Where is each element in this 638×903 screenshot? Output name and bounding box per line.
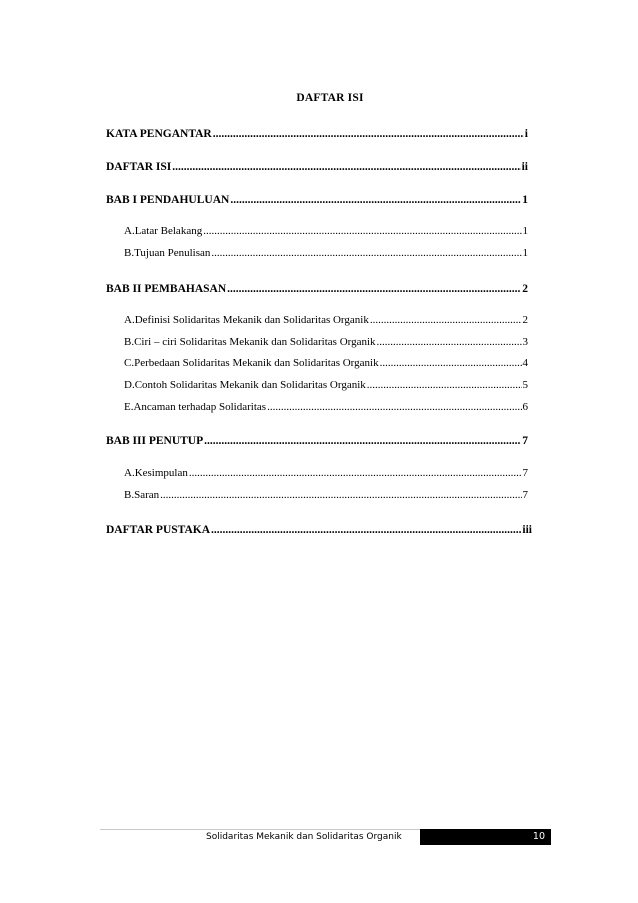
footer-page-box — [420, 829, 551, 845]
toc-entry-page: 5 — [522, 379, 528, 391]
toc-entry-letter: A. — [124, 225, 135, 237]
footer-divider — [100, 829, 440, 830]
toc-entry-letter: B. — [124, 336, 135, 348]
toc-entry-letter: A. — [124, 467, 135, 479]
page-title: DAFTAR ISI — [296, 92, 364, 104]
toc-entry-bab-1[interactable] — [106, 193, 528, 207]
toc-entry-bab-2[interactable] — [106, 282, 528, 296]
toc-leader-dots — [211, 246, 521, 260]
toc-entry-label: BAB III PENUTUP — [106, 435, 204, 447]
toc-entry-page: 3 — [522, 336, 528, 348]
toc-entry-label: Ciri – ciri Solidaritas Mekanik dan Solidaritas Organik — [134, 336, 376, 348]
toc-leader-dots — [204, 434, 521, 448]
toc-entry-label: Ancaman terhadap Solidaritas — [133, 401, 267, 413]
toc-entry-label: Kesimpulan — [134, 467, 188, 479]
toc-entry-label: Contoh Solidaritas Mekanik dan Solidaritas Organik — [134, 379, 366, 391]
toc-entry-label: DAFTAR PUSTAKA — [106, 524, 211, 536]
toc-entry-letter: B. — [124, 489, 135, 501]
toc-entry-page: 7 — [522, 435, 528, 447]
toc-entry-label: Saran — [134, 489, 160, 501]
toc-entry-page: iii — [522, 524, 532, 536]
footer-title: Solidaritas Mekanik dan Solidaritas Organik — [206, 832, 402, 842]
toc-entry-label: Perbedaan Solidaritas Mekanik dan Solidaritas Organik — [134, 357, 379, 369]
toc-leader-dots — [377, 335, 522, 349]
toc-leader-dots — [213, 127, 524, 141]
toc-entry-daftar-pustaka[interactable] — [106, 523, 532, 537]
toc-entry-page: 7 — [522, 467, 528, 479]
toc-entry-page: 4 — [522, 357, 528, 369]
toc-entry-latar-belakang[interactable] — [124, 224, 528, 238]
toc-entry-page: 7 — [522, 489, 528, 501]
toc-entry-bab-3[interactable] — [106, 434, 528, 448]
toc-leader-dots — [267, 400, 521, 414]
toc-entry-page: 1 — [522, 225, 528, 237]
toc-entry-label: Latar Belakang — [134, 225, 203, 237]
toc-entry-page: i — [524, 128, 528, 140]
toc-entry-page: 6 — [522, 401, 528, 413]
toc-leader-dots — [230, 193, 521, 207]
toc-entry-label: Tujuan Penulisan — [134, 247, 211, 259]
toc-entry-letter: D. — [124, 379, 135, 391]
toc-entry-page: 1 — [522, 247, 528, 259]
toc-leader-dots — [370, 313, 522, 327]
toc-entry-letter: B. — [124, 247, 135, 259]
toc-leader-dots — [189, 466, 522, 480]
toc-entry-tujuan-penulisan[interactable] — [124, 246, 528, 260]
toc-entry-label: DAFTAR ISI — [106, 161, 172, 173]
toc-entry-page: 2 — [522, 314, 528, 326]
toc-entry-letter: A. — [124, 314, 135, 326]
toc-entry-label: BAB I PENDAHULUAN — [106, 194, 230, 206]
toc-leader-dots — [227, 282, 521, 296]
toc-entry-kesimpulan[interactable] — [124, 466, 528, 480]
toc-entry-page: 2 — [522, 283, 528, 295]
toc-entry-page: ii — [521, 161, 528, 173]
toc-entry-page: 1 — [522, 194, 528, 206]
toc-leader-dots — [380, 356, 522, 370]
toc-entry-label: BAB II PEMBAHASAN — [106, 283, 227, 295]
toc-leader-dots — [160, 488, 521, 502]
toc-leader-dots — [367, 378, 522, 392]
toc-entry-saran[interactable] — [124, 488, 528, 502]
toc-entry-contoh[interactable] — [124, 378, 528, 392]
toc-leader-dots — [203, 224, 521, 238]
toc-entry-perbedaan[interactable] — [124, 356, 528, 370]
toc-entry-daftar-isi[interactable] — [106, 160, 528, 174]
toc-entry-letter: E. — [124, 401, 134, 413]
toc-leader-dots — [211, 523, 521, 537]
toc-entry-definisi[interactable] — [124, 313, 528, 327]
toc-entry-letter: C. — [124, 357, 135, 369]
toc-entry-label: KATA PENGANTAR — [106, 128, 212, 140]
toc-entry-ancaman[interactable] — [124, 400, 528, 414]
toc-entry-kata-pengantar[interactable] — [106, 127, 528, 141]
toc-leader-dots — [172, 160, 520, 174]
toc-entry-ciri-ciri[interactable] — [124, 335, 528, 349]
footer-page-number: 10 — [532, 831, 545, 842]
toc-entry-label: Definisi Solidaritas Mekanik dan Solidaritas Organik — [134, 314, 369, 326]
